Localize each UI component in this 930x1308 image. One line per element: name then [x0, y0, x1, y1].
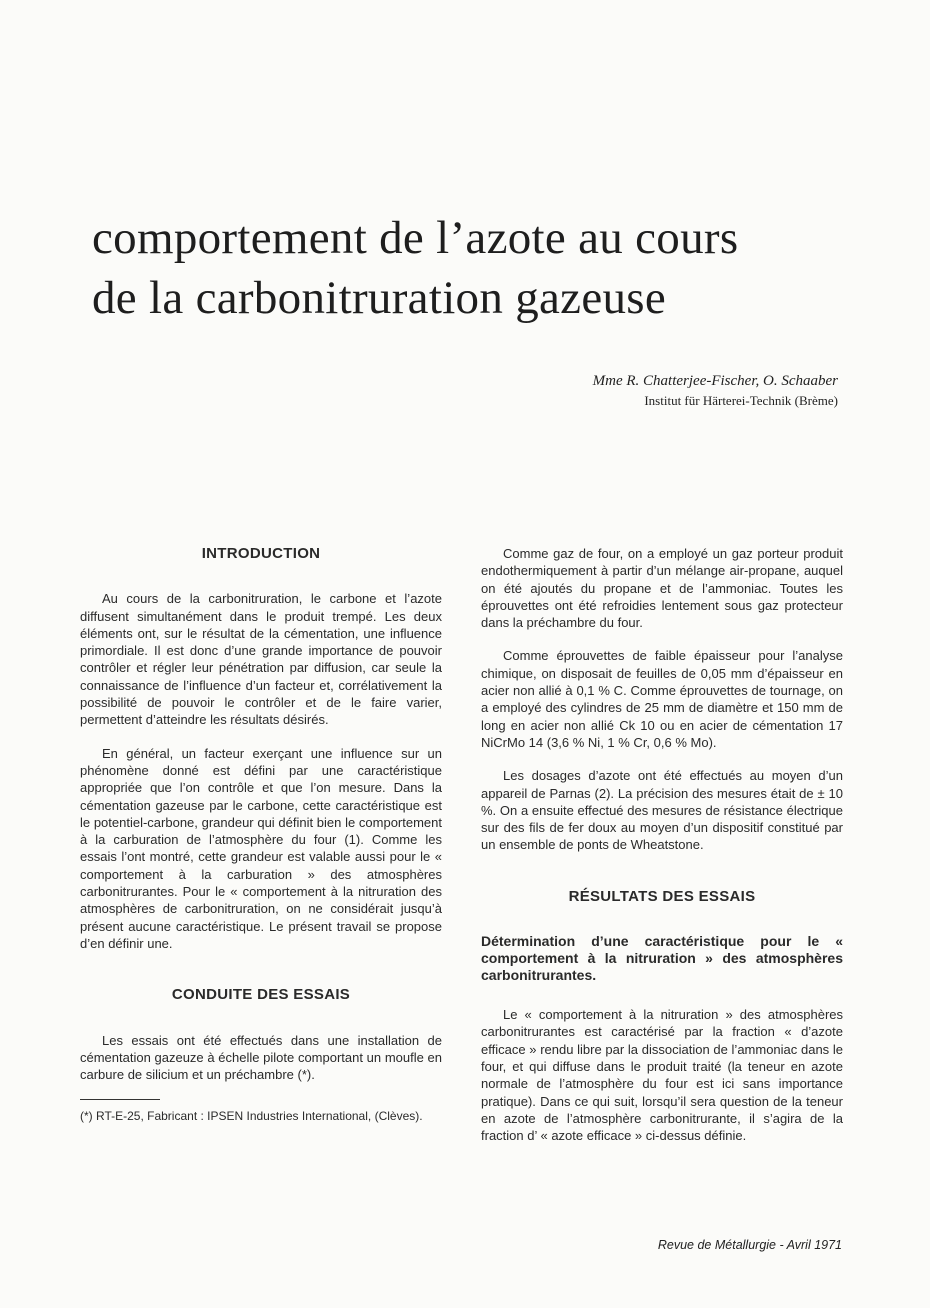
- footnote-rule: [80, 1099, 160, 1100]
- paragraph: Comme gaz de four, on a employé un gaz porteur produit endothermiquement à partir d’un mélange air-propane, auquel on été ajoutés du propane et de l’ammoniac. Toutes les éprouvettes ont été refroidies lentement sous gaz protecteur dans la préchambre du four.: [481, 546, 843, 631]
- title-line-2: de la carbonitruration gazeuse: [92, 272, 667, 324]
- section-heading-conduite: CONDUITE DES ESSAIS: [171, 986, 351, 1004]
- section-heading-resultats: RÉSULTATS DES ESSAIS: [568, 887, 756, 905]
- paragraph: Les essais ont été effectués dans une installation de cémentation gazeuze à échelle pilote comportant un moufle en carbure de silicium et un préchambre (*).: [80, 1032, 442, 1083]
- paragraph: Comme éprouvettes de faible épaisseur pour l’analyse chimique, on disposait de feuilles de 0,05 mm d’épaisseur en acier non allié à 0,1 % C. Comme éprouvettes de tournage, on a employé des cylindres de 25 mm de diamètre et 150 mm de long en acier non allié Ck 10 ou en acier de cémentation 17 NiCrMo 14 (3,6 % Ni, 1 % Cr, 0,6 % Mo).: [481, 648, 843, 750]
- author-block: [593, 370, 838, 410]
- paragraph: En général, un facteur exerçant une influence sur un phénomène donné est défini par une caractéristique appropriée que l’on contrôle et que l’on mesure. Dans la cémentation gazeuse par le carbone, cette caractéristique est le potentiel-carbone, grandeur qui définit bien le comportement à la carburation de l’atmosphère du four (1). Comme les essais l’ont montré, cette grandeur est valable aussi pour le « comportement à la carburation » des atmosphères carbonitrurantes. Pour le « comportement à la nitruration des atmosphères de carbonitruration, on ne considérait jusqu’à présent aucune caractéristique. Le présent travail se propose d’en définir une.: [80, 745, 442, 951]
- right-column: [481, 545, 843, 1160]
- paragraph: Le « comportement à la nitruration » des atmosphères carbonitrurantes est caractérisé par la fraction « d’azote efficace » rendu libre par la dissociation de l’ammoniac dans le four, et qui diffuse dans le produit traité (la teneur en azote normale de l’atmosphère du four est ici sans importance pratique). Dans ce qui suit, lorsqu’il sera question de la teneur en azote de l’atmosphère carbonitrurante, il s’agira de la fraction d’ « azote efficace » ci-dessus définie.: [481, 1007, 843, 1144]
- paragraph: Les dosages d’azote ont été effectués au moyen d’un appareil de Parnas (2). La précision des mesures était de ± 10 %. On a ensuite effectué des mesures de résistance électrique sur des fils de fer doux au moyen d’un dispositif constitué par un ensemble de ponts de Wheatstone.: [481, 768, 843, 853]
- footnote: (*) RT-E-25, Fabricant : IPSEN Industries International, (Clèves).: [80, 1109, 423, 1124]
- article-title: [92, 208, 892, 328]
- left-column: [80, 545, 442, 1124]
- section-heading-introduction: INTRODUCTION: [201, 545, 321, 562]
- author-names: Mme R. Chatterjee-Fischer, O. Schaaber: [592, 373, 838, 389]
- journal-footer: Revue de Métallurgie - Avril 1971: [657, 1238, 842, 1252]
- subsection-heading: Détermination d’une caractéristique pour le « comportement à la nitruration » des atmosphères carbonitrurantes.: [481, 933, 843, 984]
- paragraph: Au cours de la carbonitruration, le carbone et l’azote diffusent simultanément dans le produit trempé. Les deux éléments ont, sur le résultat de la cémentation, une influence primordiale. Il est donc d’une grande importance de pouvoir contrôler et régler leur pénétration par diffusion, car seule la connaissance de l’influence d’un facteur et, corrélativement la possibilité de pouvoir le contrôler et de le faire varier, permettent d’atteindre les résultats désirés.: [80, 591, 442, 728]
- institution: Institut für Härterei-Technik (Brème): [644, 393, 838, 408]
- title-line-1: comportement de l’azote au cours: [92, 212, 739, 264]
